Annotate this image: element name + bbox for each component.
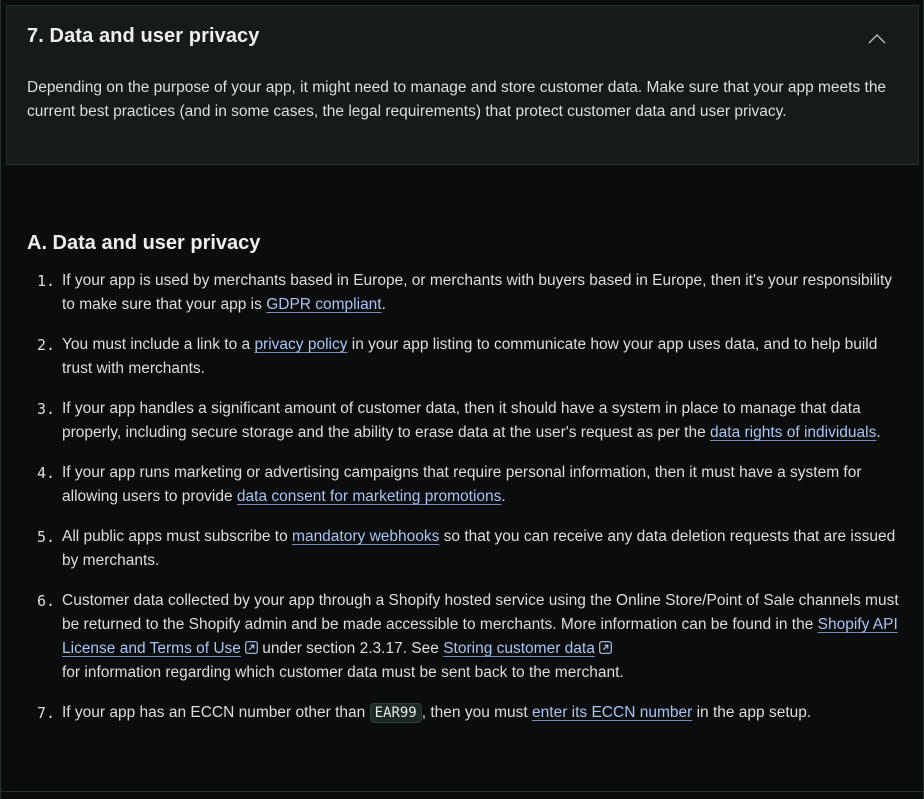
item-text: If your app handles a significant amount of customer data, then it should have a system in place to manage that data properly, including secure storage and the ability to erase data at the user's request as per the: [62, 400, 861, 441]
item-text: under section 2.3.17. See: [257, 640, 444, 657]
section-title: 7. Data and user privacy: [27, 25, 260, 47]
list-item: [27, 269, 899, 317]
item-text: If your app is used by merchants based in Europe, or merchants with buyers based in Europe, then it's your responsibility to make sure that your app is: [62, 272, 893, 313]
api-license-link[interactable]: Shopify API License and Terms of Use: [62, 616, 898, 657]
item-text: .: [381, 296, 386, 313]
item-number: 4.: [37, 464, 56, 482]
item-text: for information regarding which customer data must be sent back to the merchant.: [62, 664, 624, 681]
requirements-list: [27, 269, 899, 725]
item-text: You must include a link to a: [62, 336, 255, 353]
item-text: .: [876, 424, 881, 441]
eccn-code: EAR99: [370, 703, 422, 723]
enter-eccn-link[interactable]: enter its ECCN number: [532, 704, 693, 721]
chevron-up-icon[interactable]: [868, 32, 886, 44]
item-text: All public apps must subscribe to: [62, 528, 293, 545]
data-consent-link[interactable]: data consent for marketing promotions: [236, 488, 502, 505]
item-number: 2.: [37, 336, 56, 354]
data-rights-link[interactable]: data rights of individuals: [710, 424, 877, 441]
item-text: Customer data collected by your app through a Shopify hosted service using the Online Store/Point of Sale channels must be returned to the Shopify admin and be made accessible to merchants. More information can be found in the: [62, 592, 899, 633]
external-link-icon: [599, 641, 612, 654]
item-text: so that you can receive any data deletion requests that are issued by merchants.: [62, 528, 896, 569]
storing-customer-data-link[interactable]: Storing customer data: [443, 640, 595, 657]
item-number: 1.: [37, 272, 56, 290]
section-header: [6, 5, 919, 165]
subsection-title: A. Data and user privacy: [27, 232, 261, 254]
divider: [1, 791, 923, 792]
list-item: [27, 397, 899, 445]
list-item: [27, 589, 899, 685]
list-item: [27, 333, 899, 381]
item-number: 6.: [37, 592, 56, 610]
item-text: in your app listing to communicate how your app uses data, and to help build trust with merchants.: [62, 336, 878, 377]
item-text: , then you must: [421, 704, 533, 721]
item-number: 5.: [37, 528, 56, 546]
item-text: If your app has an ECCN number other than: [62, 704, 370, 721]
mandatory-webhooks-link[interactable]: mandatory webhooks: [292, 528, 440, 545]
item-number: 3.: [37, 400, 56, 418]
list-item: [27, 701, 899, 725]
privacy-policy-link[interactable]: privacy policy: [254, 336, 348, 353]
gdpr-compliant-link[interactable]: GDPR compliant: [266, 296, 382, 313]
external-link-icon: [245, 641, 258, 654]
content: [27, 232, 899, 741]
list-item: [27, 525, 899, 573]
list-item: [27, 461, 899, 509]
item-number: 7.: [37, 704, 56, 722]
section-intro: Depending on the purpose of your app, it might need to manage and store customer data. Make sure that your app meets the current best practices (and in some cases, the legal requirements) that protect customer data and user privacy.: [27, 79, 887, 120]
item-text: If your app runs marketing or advertising campaigns that require personal information, then it must have a system for allowing users to provide: [62, 464, 862, 505]
item-text: in the app setup.: [692, 704, 812, 721]
item-text: .: [501, 488, 506, 505]
